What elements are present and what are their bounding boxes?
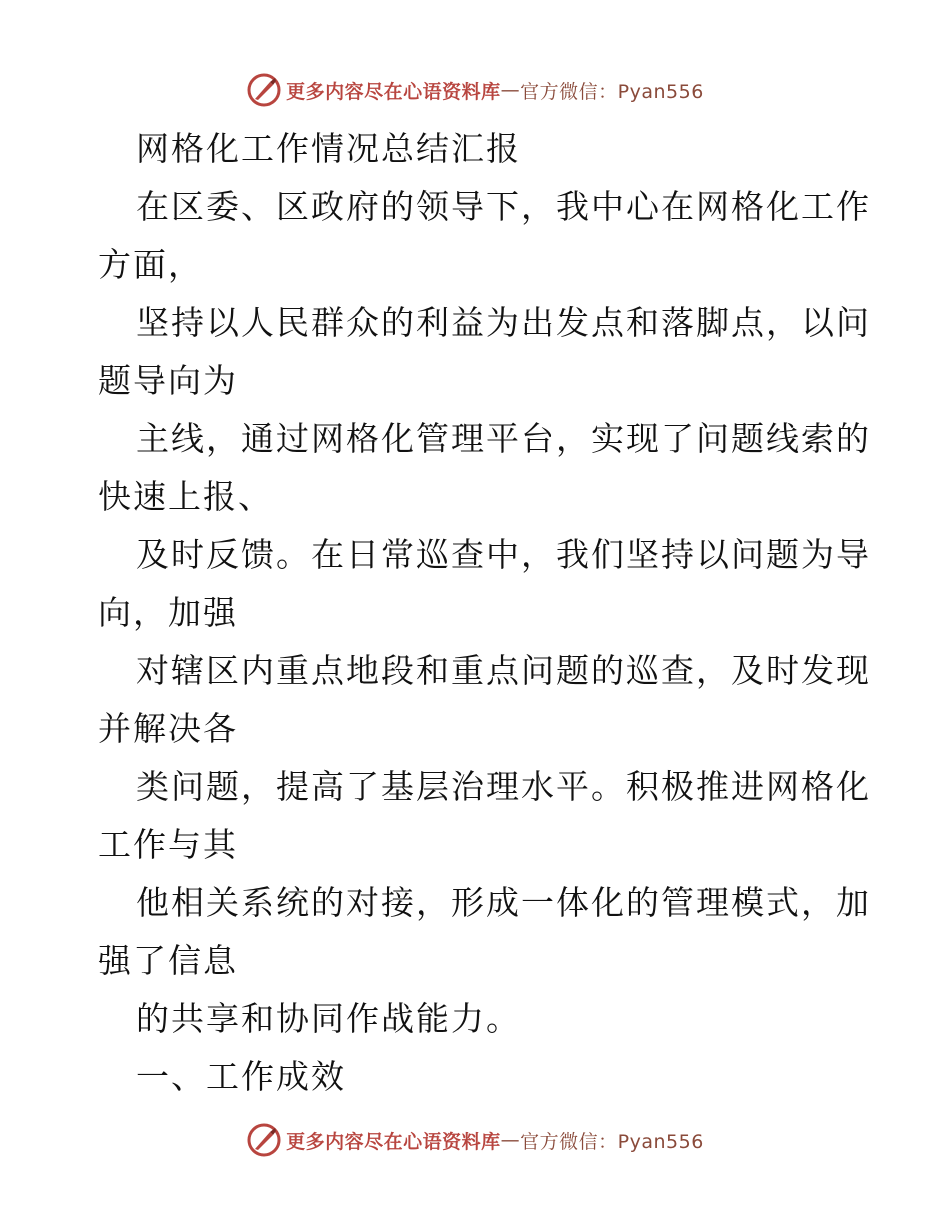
quill-logo-icon: [246, 72, 282, 108]
text-line: 主线，通过网格化管理平台，实现了问题线索的: [136, 419, 871, 458]
watermark-brand: 更多内容尽在心语资料库: [286, 1130, 501, 1153]
text-line: 工作与其: [98, 825, 238, 864]
text-line: 方面，: [98, 245, 203, 284]
quill-logo-icon: [246, 1122, 282, 1158]
watermark-separator: —: [500, 79, 521, 101]
text-line: 强了信息: [98, 941, 238, 980]
text-line: 类问题，提高了基层治理水平。积极推进网格化: [136, 767, 871, 806]
text-line: 快速上报、: [98, 477, 273, 516]
watermark-brand: 更多内容尽在心语资料库: [286, 80, 501, 103]
text-line: 在区委、区政府的领导下，我中心在网格化工作: [136, 187, 871, 226]
watermark-separator: —: [500, 1129, 521, 1151]
text-line: 及时反馈。在日常巡查中，我们坚持以问题为导: [136, 535, 871, 574]
text-line: 他相关系统的对接，形成一体化的管理模式，加: [136, 883, 871, 922]
document-title: 网格化工作情况总结汇报: [136, 129, 521, 168]
text-line: 并解决各: [98, 709, 238, 748]
text-line: 向，加强: [98, 593, 238, 632]
text-line: 坚持以人民群众的利益为出发点和落脚点，以问: [136, 303, 871, 342]
footer-watermark: [0, 1118, 950, 1162]
document-body: [98, 120, 871, 1106]
text-line: 题导向为: [98, 361, 238, 400]
watermark-contact: 官方微信：Pyan556: [520, 80, 704, 103]
text-line: 的共享和协同作战能力。: [136, 999, 521, 1038]
text-line: 对辖区内重点地段和重点问题的巡查，及时发现: [136, 651, 871, 690]
text-line: 一、工作成效: [136, 1057, 346, 1096]
header-watermark: [0, 68, 950, 112]
watermark-contact: 官方微信：Pyan556: [520, 1130, 704, 1153]
